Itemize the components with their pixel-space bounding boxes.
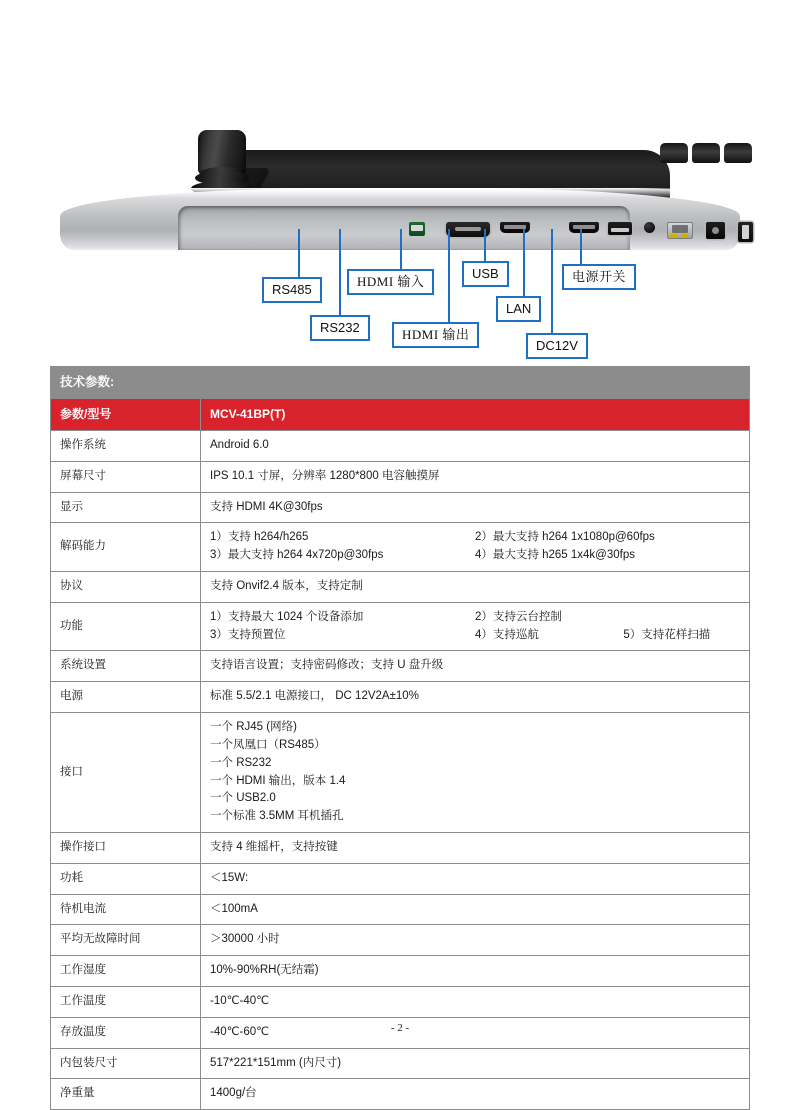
row-value-item: 一个 HDMI 输出，版本 1.4: [210, 774, 346, 787]
row-label: 操作接口: [51, 832, 201, 863]
row-value: 517*221*151mm (内尺寸): [201, 1048, 750, 1079]
callout-label: USB: [472, 266, 499, 281]
row-value: 标准 5.5/2.1 电源接口， DC 12V2A±10%: [201, 682, 750, 713]
callout-lan: [496, 296, 541, 322]
header-model-value: MCV-41BP(T): [201, 399, 750, 431]
row-label: 内包装尺寸: [51, 1048, 201, 1079]
callout-hdmi-out: [392, 322, 479, 348]
row-value: -10℃-40℃: [201, 987, 750, 1018]
row-value-item: 一个 USB2.0: [210, 792, 276, 805]
row-label: 存放温度: [51, 1017, 201, 1048]
leader-line-power-sw: [580, 229, 582, 266]
row-value: 支持语言设置；支持密码修改；支持 U 盘升级: [201, 651, 750, 682]
rear-port-bay: [178, 206, 630, 250]
row-label: 屏幕尺寸: [51, 461, 201, 492]
usb-port: [608, 222, 632, 235]
row-label: 功耗: [51, 863, 201, 894]
leader-line-hdmi-out: [448, 229, 450, 323]
callout-power-sw: [562, 264, 636, 290]
callout-label: DC12V: [536, 338, 578, 353]
row-label: 工作湿度: [51, 956, 201, 987]
leader-line-lan: [523, 229, 525, 297]
rotary-knob-1: [660, 143, 688, 163]
rotary-knob-3: [724, 143, 752, 163]
row-label: 接口: [51, 713, 201, 833]
lan-rj45-port: [667, 222, 693, 239]
row-value: ＞30000 小时: [201, 925, 750, 956]
row-value-item: 一个凤凰口（RS485）: [210, 738, 326, 751]
row-value-item: 1）支持 h264/h265: [210, 531, 309, 544]
row-value: [201, 602, 750, 651]
row-value: ＜100mA: [201, 894, 750, 925]
row-label: 解码能力: [51, 523, 201, 572]
rotary-knob-2: [692, 143, 720, 163]
table-row: [51, 651, 750, 682]
table-row: [51, 461, 750, 492]
table-header-row: [51, 399, 750, 431]
leader-line-rs232: [339, 229, 341, 316]
product-photo: [60, 55, 740, 250]
callout-rs485: [262, 277, 322, 303]
row-value: ＜15W:: [201, 863, 750, 894]
row-value-item: 一个标准 3.5MM 耳机插孔: [210, 810, 344, 823]
row-value-group: [210, 719, 740, 826]
row-value: 支持 Onvif2.4 版本，支持定制: [201, 572, 750, 603]
leader-line-rs485: [298, 229, 300, 280]
row-label: 系统设置: [51, 651, 201, 682]
leader-line-hdmi-in: [400, 229, 402, 270]
row-label: 净重量: [51, 1079, 201, 1110]
row-value: IPS 10.1 寸屏，分辨率 1280*800 电容触摸屏: [201, 461, 750, 492]
row-value-item: 4）支持巡航: [475, 628, 539, 641]
callout-usb: [462, 261, 509, 287]
table-row: [51, 1079, 750, 1110]
row-value: 支持 4 维摇杆，支持按键: [201, 832, 750, 863]
callout-hdmi-in: [347, 269, 434, 295]
callout-label: HDMI 输出: [402, 327, 470, 342]
row-value-item: 2）最大支持 h264 1x1080p@60fps: [475, 531, 655, 544]
table-row: [51, 925, 750, 956]
callout-dc12v: [526, 333, 588, 359]
row-label: 工作温度: [51, 987, 201, 1018]
row-value-item: 3）支持预置位: [210, 628, 286, 641]
table-row: [51, 863, 750, 894]
row-label: 协议: [51, 572, 201, 603]
leader-line-dc12v: [551, 229, 553, 334]
row-value: -40℃-60℃: [201, 1017, 750, 1048]
table-title-row: [51, 367, 750, 399]
row-value-item: 一个 RJ45 (网络): [210, 721, 297, 734]
row-label: 电源: [51, 682, 201, 713]
headphone-jack-port: [644, 222, 655, 233]
callout-rs232: [310, 315, 370, 341]
joystick-knob: [198, 130, 246, 176]
table-row: [51, 956, 750, 987]
row-label: 功能: [51, 602, 201, 651]
callout-label: HDMI 输入: [357, 274, 425, 289]
spec-table-body: [51, 367, 750, 1110]
table-row: [51, 1048, 750, 1079]
power-switch: [738, 222, 753, 242]
table-row: [51, 713, 750, 833]
row-value: [201, 523, 750, 572]
row-value-item: 4）最大支持 h265 1x4k@30fps: [475, 549, 635, 562]
hdmi-output-port: [569, 222, 599, 233]
row-label: 平均无故障时间: [51, 925, 201, 956]
table-row: [51, 523, 750, 572]
callout-label: RS232: [320, 320, 360, 335]
row-value: [201, 713, 750, 833]
table-row: [51, 602, 750, 651]
table-row: [51, 572, 750, 603]
page-footer: [0, 1022, 800, 1034]
table-row: [51, 492, 750, 523]
header-param-label: 参数/型号: [51, 399, 201, 431]
row-value-item: 3）最大支持 h264 4x720p@30fps: [210, 549, 384, 562]
row-value-item: 2）支持云台控制: [475, 610, 562, 623]
specifications-table: [50, 366, 750, 1110]
callout-label: 电源开关: [572, 269, 627, 284]
table-row: [51, 832, 750, 863]
row-value-group: [210, 609, 740, 645]
row-label: 待机电流: [51, 894, 201, 925]
page-number: - 2 -: [390, 1022, 410, 1034]
row-value: Android 6.0: [201, 430, 750, 461]
row-label: 操作系统: [51, 430, 201, 461]
table-title: 技术参数:: [51, 367, 750, 399]
row-value-group: [210, 529, 740, 565]
table-row: [51, 430, 750, 461]
row-value-item: 1）支持最大 1024 个设备添加: [210, 610, 364, 623]
leader-line-usb: [484, 229, 486, 262]
callout-label: LAN: [506, 301, 532, 316]
table-row: [51, 987, 750, 1018]
hdmi-input-port: [500, 222, 530, 233]
row-value: 支持 HDMI 4K@30fps: [201, 492, 750, 523]
table-row: [51, 894, 750, 925]
row-value-item: 一个 RS232: [210, 756, 272, 769]
rs485-terminal-port: [409, 222, 425, 236]
row-value: 1400g/台: [201, 1079, 750, 1110]
product-photo-figure: [0, 0, 800, 353]
row-label: 显示: [51, 492, 201, 523]
row-value-item: 5）支持花样扫描: [623, 628, 711, 641]
row-value: 10%-90%RH(无结霜): [201, 956, 750, 987]
dc12v-power-port: [706, 222, 725, 239]
table-row: [51, 682, 750, 713]
callout-label: RS485: [272, 282, 312, 297]
